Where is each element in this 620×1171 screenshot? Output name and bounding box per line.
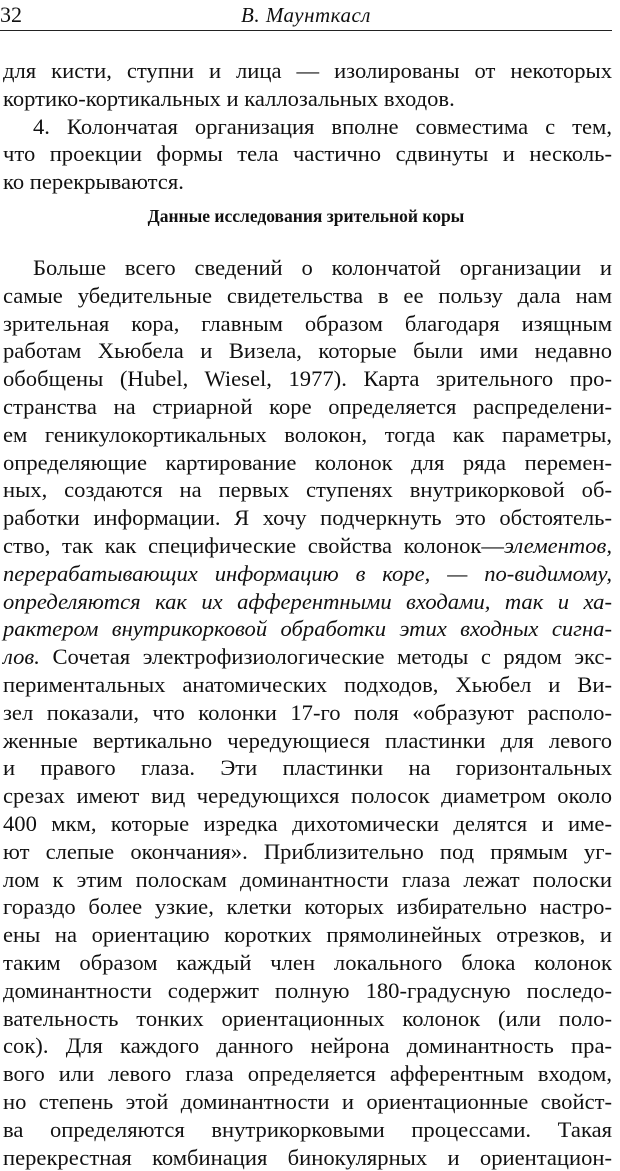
text-line: доминантности содержит полную 180-градусную последо-: [3, 977, 612, 1005]
text-line: [3, 615, 612, 643]
running-header: [0, 0, 612, 31]
text-line: периментальных анатомических подходов, Хьюбел и Ви-: [3, 671, 612, 699]
text-fragment: ство, так как специфические свойства колонок—: [3, 533, 504, 558]
text-line: [3, 532, 612, 560]
text-line: ных, создаются на первых ступенях внутрикорковой об-: [3, 476, 612, 504]
text-line: работки информации. Я хочу подчеркнуть это обстоятель-: [3, 504, 612, 532]
text-line: ем геникулокортикальных волокон, тогда как параметры,: [3, 421, 612, 449]
text-line: 400 мкм, которые изредка дихотомически делятся и име-: [3, 810, 612, 838]
italic-fragment: перерабатывающих информацию в коре, — по-видимому,: [3, 561, 612, 586]
italic-fragment: лов.: [3, 644, 40, 669]
text-line: странства на стриарной коре определяется распределени-: [3, 393, 612, 421]
page-number: 32: [0, 2, 22, 28]
text-line: 4. Колончатая организация вполне совместима с тем,: [3, 113, 612, 141]
text-line: лом к этим полоскам доминантности глаза лежат полоски: [3, 866, 612, 894]
text-line: таким образом каждый член локального блока колонок: [3, 949, 612, 977]
text-line: гораздо более узкие, клетки которых избирательно настро-: [3, 893, 612, 921]
text-line: [3, 588, 612, 616]
text-line: ены на ориентацию коротких прямолинейных отрезков, и: [3, 921, 612, 949]
text-line: вательность тонких ориентационных колонок (или поло-: [3, 1005, 612, 1033]
text-line: сок). Для каждого данного нейрона доминантность пра-: [3, 1032, 612, 1060]
text-line: кортико-кортикальных и каллозальных входов.: [3, 85, 612, 113]
italic-fragment: рактером внутрикорковой обработки этих входных сигна-: [3, 616, 612, 641]
text-line: Больше всего сведений о колончатой организации и: [3, 254, 612, 282]
italic-fragment: определяются как их афферентными входами, так и ха-: [3, 589, 612, 614]
text-line: зрительная кора, главным образом благодаря изящным: [3, 310, 612, 338]
text-line: обобщены (Hubel, Wiesel, 1977). Карта зрительного про-: [3, 365, 612, 393]
text-line: что проекции формы тела частично сдвинуты и несколь-: [3, 140, 612, 168]
italic-fragment: элементов,: [504, 533, 612, 558]
text-line: ют слепые окончания». Приблизительно под прямым уг-: [3, 838, 612, 866]
text-fragment: Сочетая электрофизиологические методы с рядом экс-: [52, 644, 612, 669]
text-line: самые убедительные свидетельства в ее пользу дала нам: [3, 282, 612, 310]
text-line: срезах имеют вид чередующихся полосок диаметром около: [3, 782, 612, 810]
intro-paragraphs: [3, 57, 612, 196]
text-line: для кисти, ступни и лица — изолированы от некоторых: [3, 57, 612, 85]
text-line: женные вертикально чередующиеся пластинки для левого: [3, 727, 612, 755]
text-line: [3, 643, 612, 671]
text-line: ва определяются внутрикорковыми процессами. Такая: [3, 1116, 612, 1144]
body-paragraph: [3, 254, 612, 1171]
text-line: но степень этой доминантности и ориентационные свойст-: [3, 1088, 612, 1116]
text-line: определяющие картирование колонок для ряда перемен-: [3, 449, 612, 477]
section-heading: Данные исследования зрительной коры: [0, 204, 612, 228]
text-line: и правого глаза. Эти пластинки на горизонтальных: [3, 754, 612, 782]
text-line: вого или левого глаза определяется афферентным входом,: [3, 1060, 612, 1088]
text-line: зел показали, что колонки 17-го поля «образуют располо-: [3, 699, 612, 727]
text-line: работам Хьюбела и Визела, которые были ими недавно: [3, 337, 612, 365]
text-line: перекрестная комбинация бинокулярных и ориентацион-: [3, 1144, 612, 1171]
text-line: ко перекрываются.: [3, 168, 612, 196]
running-author: В. Маунткасл: [0, 2, 612, 28]
text-line: [3, 560, 612, 588]
